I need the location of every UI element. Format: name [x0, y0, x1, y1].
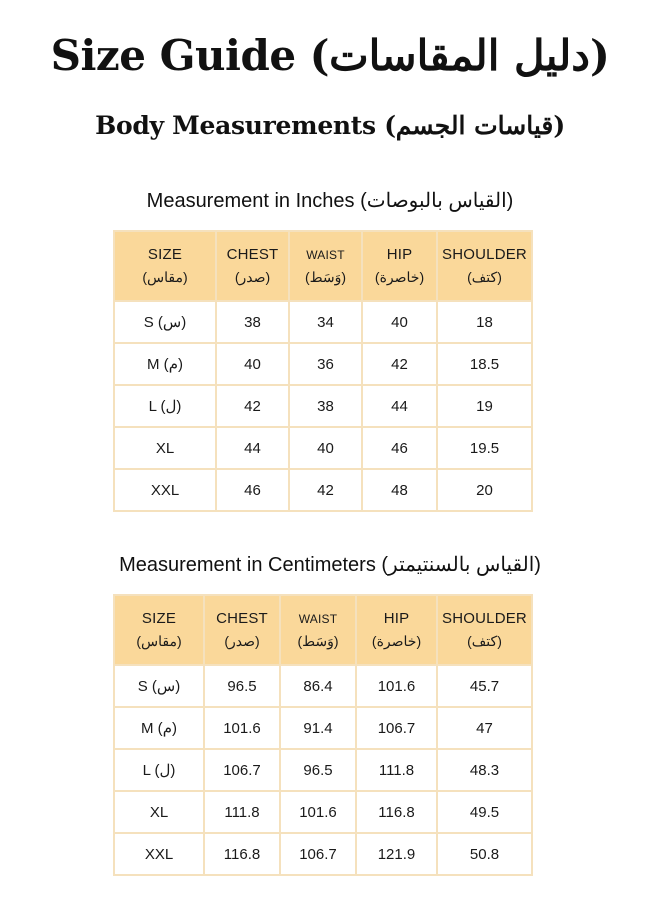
hip-cell: 101.6: [356, 665, 437, 707]
table-row: [114, 427, 532, 469]
waist-cell: 38: [289, 385, 362, 427]
header-label-en: SHOULDER: [442, 246, 527, 263]
chest-cell: 111.8: [204, 791, 280, 833]
header-label-en: SIZE: [141, 610, 177, 627]
chest-cell: 42: [216, 385, 289, 427]
table-header-row: [114, 595, 532, 665]
column-header-hip: [356, 595, 437, 665]
shoulder-cell: 20: [437, 469, 532, 511]
waist-cell: 96.5: [280, 749, 356, 791]
column-header-size: [114, 231, 216, 301]
shoulder-cell: 19: [437, 385, 532, 427]
header-label-ar: (صدر): [224, 633, 260, 649]
column-header-waist: [280, 595, 356, 665]
table-row: [114, 301, 532, 343]
shoulder-cell: 45.7: [437, 665, 532, 707]
hip-cell: 111.8: [356, 749, 437, 791]
page-subtitle: Body Measurements (قياسات الجسم): [95, 111, 565, 140]
column-header-size: [114, 595, 204, 665]
inches-section-heading: Measurement in Inches (القياس بالبوصات): [146, 190, 514, 212]
page-title: Size Guide (دليل المقاسات): [50, 31, 610, 80]
size-cell: M (م): [114, 707, 204, 749]
column-header-chest: [204, 595, 280, 665]
header-label-ar: (صدر): [234, 269, 271, 285]
centimeters-size-table: [113, 594, 533, 876]
header-label-ar: (مقاس): [142, 269, 188, 285]
waist-cell: 86.4: [280, 665, 356, 707]
table-row: [114, 665, 532, 707]
header-label-ar: (وَسَط): [304, 269, 347, 285]
table-row: [114, 707, 532, 749]
size-cell: XXL: [114, 469, 216, 511]
waist-cell: 36: [289, 343, 362, 385]
table-row: [114, 749, 532, 791]
size-cell: L (ل): [114, 749, 204, 791]
chest-cell: 101.6: [204, 707, 280, 749]
waist-cell: 91.4: [280, 707, 356, 749]
table-row: [114, 385, 532, 427]
header-label-en: CHEST: [226, 246, 279, 263]
centimeters-section-heading: Measurement in Centimeters (القياس بالسنتيمتر): [119, 554, 541, 576]
header-label-ar: (وَسَط): [297, 633, 339, 649]
column-header-shoulder: [437, 231, 532, 301]
header-label-ar: (كتف): [467, 269, 502, 285]
shoulder-cell: 19.5: [437, 427, 532, 469]
size-cell: M (م): [114, 343, 216, 385]
column-header-waist: [289, 231, 362, 301]
table-row: [114, 791, 532, 833]
table-row: [114, 469, 532, 511]
table-row: [114, 343, 532, 385]
table-row: [114, 833, 532, 875]
shoulder-cell: 18.5: [437, 343, 532, 385]
table-header-row: [114, 231, 532, 301]
header-label-ar: (خاصرة): [374, 269, 425, 285]
inches-size-table: [113, 230, 533, 512]
size-cell: XL: [114, 427, 216, 469]
shoulder-cell: 48.3: [437, 749, 532, 791]
shoulder-cell: 50.8: [437, 833, 532, 875]
shoulder-cell: 18: [437, 301, 532, 343]
hip-cell: 40: [362, 301, 437, 343]
header-label-en: HIP: [386, 246, 413, 263]
shoulder-cell: 49.5: [437, 791, 532, 833]
header-label-en: WAIST: [306, 248, 345, 262]
header-label-en: SIZE: [147, 246, 183, 263]
hip-cell: 42: [362, 343, 437, 385]
chest-cell: 116.8: [204, 833, 280, 875]
hip-cell: 116.8: [356, 791, 437, 833]
chest-cell: 96.5: [204, 665, 280, 707]
chest-cell: 106.7: [204, 749, 280, 791]
chest-cell: 38: [216, 301, 289, 343]
header-label-ar: (كتف): [467, 633, 502, 649]
hip-cell: 46: [362, 427, 437, 469]
hip-cell: 48: [362, 469, 437, 511]
chest-cell: 40: [216, 343, 289, 385]
size-cell: L (ل): [114, 385, 216, 427]
chest-cell: 46: [216, 469, 289, 511]
header-label-ar: (مقاس): [136, 633, 182, 649]
size-cell: XXL: [114, 833, 204, 875]
waist-cell: 106.7: [280, 833, 356, 875]
column-header-chest: [216, 231, 289, 301]
header-label-ar: (خاصرة): [371, 633, 422, 649]
shoulder-cell: 47: [437, 707, 532, 749]
column-header-hip: [362, 231, 437, 301]
header-label-en: WAIST: [298, 612, 338, 626]
header-label-en: CHEST: [216, 610, 268, 627]
chest-cell: 44: [216, 427, 289, 469]
waist-cell: 40: [289, 427, 362, 469]
waist-cell: 34: [289, 301, 362, 343]
size-cell: XL: [114, 791, 204, 833]
waist-cell: 101.6: [280, 791, 356, 833]
size-cell: S (س): [114, 301, 216, 343]
size-cell: S (س): [114, 665, 204, 707]
header-label-en: SHOULDER: [442, 610, 527, 627]
hip-cell: 44: [362, 385, 437, 427]
column-header-shoulder: [437, 595, 532, 665]
hip-cell: 121.9: [356, 833, 437, 875]
hip-cell: 106.7: [356, 707, 437, 749]
waist-cell: 42: [289, 469, 362, 511]
header-label-en: HIP: [383, 610, 410, 627]
